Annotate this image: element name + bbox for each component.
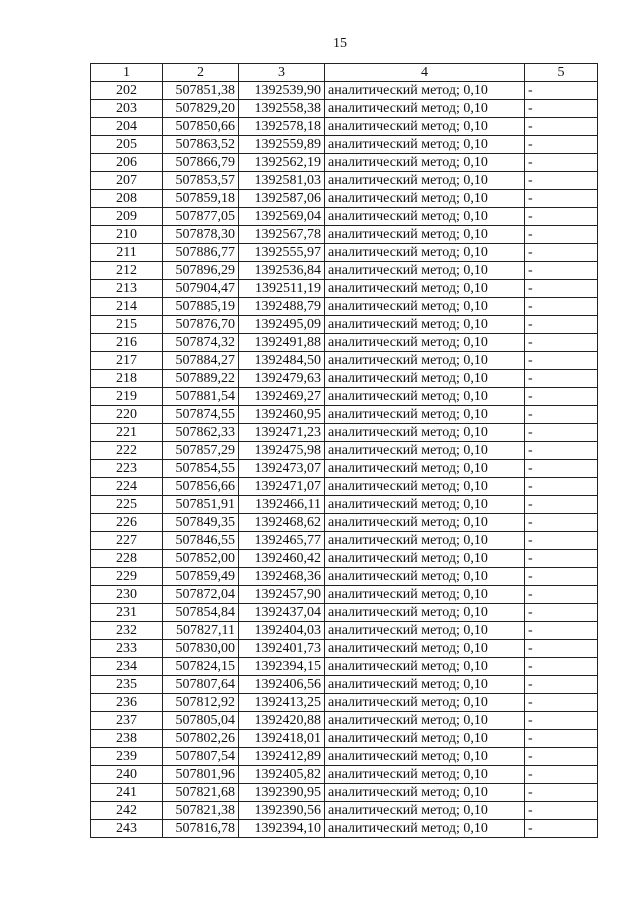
y-coordinate-cell: 1392578,18 xyxy=(239,118,325,136)
method-accuracy-cell: аналитический метод; 0,10 xyxy=(325,316,525,334)
point-number-cell: 223 xyxy=(91,460,163,478)
x-coordinate-cell: 507829,20 xyxy=(163,100,239,118)
method-accuracy-cell: аналитический метод; 0,10 xyxy=(325,496,525,514)
point-number-cell: 218 xyxy=(91,370,163,388)
table-row xyxy=(91,190,598,208)
method-accuracy-cell: аналитический метод; 0,10 xyxy=(325,136,525,154)
note-cell: - xyxy=(525,370,598,388)
method-accuracy-cell: аналитический метод; 0,10 xyxy=(325,694,525,712)
x-coordinate-cell: 507854,84 xyxy=(163,604,239,622)
note-cell: - xyxy=(525,136,598,154)
x-coordinate-cell: 507874,32 xyxy=(163,334,239,352)
point-number-cell: 226 xyxy=(91,514,163,532)
x-coordinate-cell: 507821,38 xyxy=(163,802,239,820)
point-number-cell: 219 xyxy=(91,388,163,406)
header-cell-3: 3 xyxy=(239,64,325,82)
table-row xyxy=(91,298,598,316)
y-coordinate-cell: 1392394,10 xyxy=(239,820,325,838)
table-row xyxy=(91,586,598,604)
note-cell: - xyxy=(525,550,598,568)
table-row xyxy=(91,244,598,262)
y-coordinate-cell: 1392539,90 xyxy=(239,82,325,100)
table-header-row xyxy=(91,64,598,82)
table-row xyxy=(91,370,598,388)
table-row xyxy=(91,532,598,550)
method-accuracy-cell: аналитический метод; 0,10 xyxy=(325,748,525,766)
note-cell: - xyxy=(525,478,598,496)
note-cell: - xyxy=(525,172,598,190)
point-number-cell: 221 xyxy=(91,424,163,442)
method-accuracy-cell: аналитический метод; 0,10 xyxy=(325,406,525,424)
x-coordinate-cell: 507857,29 xyxy=(163,442,239,460)
y-coordinate-cell: 1392581,03 xyxy=(239,172,325,190)
method-accuracy-cell: аналитический метод; 0,10 xyxy=(325,784,525,802)
table-row xyxy=(91,388,598,406)
x-coordinate-cell: 507827,11 xyxy=(163,622,239,640)
point-number-cell: 215 xyxy=(91,316,163,334)
table-row xyxy=(91,568,598,586)
method-accuracy-cell: аналитический метод; 0,10 xyxy=(325,658,525,676)
note-cell: - xyxy=(525,532,598,550)
point-number-cell: 241 xyxy=(91,784,163,802)
x-coordinate-cell: 507872,04 xyxy=(163,586,239,604)
note-cell: - xyxy=(525,298,598,316)
y-coordinate-cell: 1392406,56 xyxy=(239,676,325,694)
table-row xyxy=(91,334,598,352)
x-coordinate-cell: 507802,26 xyxy=(163,730,239,748)
x-coordinate-cell: 507849,35 xyxy=(163,514,239,532)
note-cell: - xyxy=(525,766,598,784)
table-row xyxy=(91,514,598,532)
table-row xyxy=(91,766,598,784)
note-cell: - xyxy=(525,658,598,676)
method-accuracy-cell: аналитический метод; 0,10 xyxy=(325,442,525,460)
header-cell-1: 1 xyxy=(91,64,163,82)
point-number-cell: 227 xyxy=(91,532,163,550)
method-accuracy-cell: аналитический метод; 0,10 xyxy=(325,712,525,730)
y-coordinate-cell: 1392587,06 xyxy=(239,190,325,208)
table-row xyxy=(91,406,598,424)
method-accuracy-cell: аналитический метод; 0,10 xyxy=(325,352,525,370)
x-coordinate-cell: 507877,05 xyxy=(163,208,239,226)
table-row xyxy=(91,262,598,280)
y-coordinate-cell: 1392390,95 xyxy=(239,784,325,802)
y-coordinate-cell: 1392460,95 xyxy=(239,406,325,424)
method-accuracy-cell: аналитический метод; 0,10 xyxy=(325,586,525,604)
method-accuracy-cell: аналитический метод; 0,10 xyxy=(325,82,525,100)
y-coordinate-cell: 1392413,25 xyxy=(239,694,325,712)
y-coordinate-cell: 1392412,89 xyxy=(239,748,325,766)
y-coordinate-cell: 1392469,27 xyxy=(239,388,325,406)
note-cell: - xyxy=(525,442,598,460)
x-coordinate-cell: 507874,55 xyxy=(163,406,239,424)
table-row xyxy=(91,784,598,802)
method-accuracy-cell: аналитический метод; 0,10 xyxy=(325,172,525,190)
note-cell: - xyxy=(525,316,598,334)
method-accuracy-cell: аналитический метод; 0,10 xyxy=(325,334,525,352)
method-accuracy-cell: аналитический метод; 0,10 xyxy=(325,190,525,208)
y-coordinate-cell: 1392466,11 xyxy=(239,496,325,514)
table-row xyxy=(91,550,598,568)
x-coordinate-cell: 507851,38 xyxy=(163,82,239,100)
y-coordinate-cell: 1392511,19 xyxy=(239,280,325,298)
point-number-cell: 206 xyxy=(91,154,163,172)
y-coordinate-cell: 1392562,19 xyxy=(239,154,325,172)
table-row xyxy=(91,748,598,766)
table-row xyxy=(91,802,598,820)
x-coordinate-cell: 507851,91 xyxy=(163,496,239,514)
point-number-cell: 202 xyxy=(91,82,163,100)
point-number-cell: 236 xyxy=(91,694,163,712)
y-coordinate-cell: 1392401,73 xyxy=(239,640,325,658)
method-accuracy-cell: аналитический метод; 0,10 xyxy=(325,766,525,784)
x-coordinate-cell: 507881,54 xyxy=(163,388,239,406)
table-row xyxy=(91,118,598,136)
header-cell-2: 2 xyxy=(163,64,239,82)
y-coordinate-cell: 1392457,90 xyxy=(239,586,325,604)
table-row xyxy=(91,622,598,640)
method-accuracy-cell: аналитический метод; 0,10 xyxy=(325,370,525,388)
table-row xyxy=(91,478,598,496)
x-coordinate-cell: 507816,78 xyxy=(163,820,239,838)
point-number-cell: 209 xyxy=(91,208,163,226)
method-accuracy-cell: аналитический метод; 0,10 xyxy=(325,298,525,316)
table-row xyxy=(91,694,598,712)
x-coordinate-cell: 507866,79 xyxy=(163,154,239,172)
table-row xyxy=(91,316,598,334)
table-row xyxy=(91,172,598,190)
note-cell: - xyxy=(525,802,598,820)
table-row xyxy=(91,604,598,622)
note-cell: - xyxy=(525,424,598,442)
method-accuracy-cell: аналитический метод; 0,10 xyxy=(325,208,525,226)
point-number-cell: 208 xyxy=(91,190,163,208)
x-coordinate-cell: 507852,00 xyxy=(163,550,239,568)
note-cell: - xyxy=(525,712,598,730)
table-row xyxy=(91,676,598,694)
table-row xyxy=(91,100,598,118)
method-accuracy-cell: аналитический метод; 0,10 xyxy=(325,478,525,496)
table-row xyxy=(91,226,598,244)
y-coordinate-cell: 1392437,04 xyxy=(239,604,325,622)
point-number-cell: 233 xyxy=(91,640,163,658)
point-number-cell: 214 xyxy=(91,298,163,316)
note-cell: - xyxy=(525,586,598,604)
note-cell: - xyxy=(525,100,598,118)
method-accuracy-cell: аналитический метод; 0,10 xyxy=(325,460,525,478)
point-number-cell: 239 xyxy=(91,748,163,766)
table-row xyxy=(91,442,598,460)
y-coordinate-cell: 1392479,63 xyxy=(239,370,325,388)
x-coordinate-cell: 507886,77 xyxy=(163,244,239,262)
point-number-cell: 207 xyxy=(91,172,163,190)
method-accuracy-cell: аналитический метод; 0,10 xyxy=(325,802,525,820)
point-number-cell: 222 xyxy=(91,442,163,460)
table-row xyxy=(91,730,598,748)
point-number-cell: 225 xyxy=(91,496,163,514)
point-number-cell: 213 xyxy=(91,280,163,298)
y-coordinate-cell: 1392558,38 xyxy=(239,100,325,118)
x-coordinate-cell: 507807,64 xyxy=(163,676,239,694)
y-coordinate-cell: 1392405,82 xyxy=(239,766,325,784)
note-cell: - xyxy=(525,514,598,532)
method-accuracy-cell: аналитический метод; 0,10 xyxy=(325,388,525,406)
note-cell: - xyxy=(525,622,598,640)
x-coordinate-cell: 507807,54 xyxy=(163,748,239,766)
point-number-cell: 203 xyxy=(91,100,163,118)
note-cell: - xyxy=(525,262,598,280)
point-number-cell: 231 xyxy=(91,604,163,622)
method-accuracy-cell: аналитический метод; 0,10 xyxy=(325,118,525,136)
y-coordinate-cell: 1392471,23 xyxy=(239,424,325,442)
point-number-cell: 217 xyxy=(91,352,163,370)
method-accuracy-cell: аналитический метод; 0,10 xyxy=(325,604,525,622)
x-coordinate-cell: 507812,92 xyxy=(163,694,239,712)
method-accuracy-cell: аналитический метод; 0,10 xyxy=(325,676,525,694)
y-coordinate-cell: 1392491,88 xyxy=(239,334,325,352)
note-cell: - xyxy=(525,82,598,100)
x-coordinate-cell: 507854,55 xyxy=(163,460,239,478)
table-row xyxy=(91,658,598,676)
x-coordinate-cell: 507853,57 xyxy=(163,172,239,190)
note-cell: - xyxy=(525,676,598,694)
x-coordinate-cell: 507859,49 xyxy=(163,568,239,586)
table-row xyxy=(91,460,598,478)
table-row xyxy=(91,82,598,100)
note-cell: - xyxy=(525,568,598,586)
method-accuracy-cell: аналитический метод; 0,10 xyxy=(325,280,525,298)
method-accuracy-cell: аналитический метод; 0,10 xyxy=(325,730,525,748)
table-row xyxy=(91,712,598,730)
point-number-cell: 211 xyxy=(91,244,163,262)
note-cell: - xyxy=(525,460,598,478)
x-coordinate-cell: 507896,29 xyxy=(163,262,239,280)
y-coordinate-cell: 1392567,78 xyxy=(239,226,325,244)
note-cell: - xyxy=(525,730,598,748)
method-accuracy-cell: аналитический метод; 0,10 xyxy=(325,100,525,118)
x-coordinate-cell: 507904,47 xyxy=(163,280,239,298)
x-coordinate-cell: 507824,15 xyxy=(163,658,239,676)
page-number: 15 xyxy=(333,36,347,51)
y-coordinate-cell: 1392394,15 xyxy=(239,658,325,676)
x-coordinate-cell: 507821,68 xyxy=(163,784,239,802)
point-number-cell: 237 xyxy=(91,712,163,730)
note-cell: - xyxy=(525,388,598,406)
x-coordinate-cell: 507850,66 xyxy=(163,118,239,136)
x-coordinate-cell: 507859,18 xyxy=(163,190,239,208)
note-cell: - xyxy=(525,496,598,514)
point-number-cell: 204 xyxy=(91,118,163,136)
table-row xyxy=(91,136,598,154)
x-coordinate-cell: 507846,55 xyxy=(163,532,239,550)
y-coordinate-cell: 1392468,62 xyxy=(239,514,325,532)
y-coordinate-cell: 1392559,89 xyxy=(239,136,325,154)
note-cell: - xyxy=(525,604,598,622)
point-number-cell: 205 xyxy=(91,136,163,154)
note-cell: - xyxy=(525,334,598,352)
point-number-cell: 238 xyxy=(91,730,163,748)
point-number-cell: 230 xyxy=(91,586,163,604)
note-cell: - xyxy=(525,406,598,424)
method-accuracy-cell: аналитический метод; 0,10 xyxy=(325,622,525,640)
method-accuracy-cell: аналитический метод; 0,10 xyxy=(325,820,525,838)
x-coordinate-cell: 507830,00 xyxy=(163,640,239,658)
header-cell-4: 4 xyxy=(325,64,525,82)
point-number-cell: 232 xyxy=(91,622,163,640)
note-cell: - xyxy=(525,640,598,658)
method-accuracy-cell: аналитический метод; 0,10 xyxy=(325,424,525,442)
note-cell: - xyxy=(525,694,598,712)
point-number-cell: 224 xyxy=(91,478,163,496)
point-number-cell: 216 xyxy=(91,334,163,352)
y-coordinate-cell: 1392555,97 xyxy=(239,244,325,262)
y-coordinate-cell: 1392495,09 xyxy=(239,316,325,334)
point-number-cell: 242 xyxy=(91,802,163,820)
point-number-cell: 243 xyxy=(91,820,163,838)
note-cell: - xyxy=(525,190,598,208)
x-coordinate-cell: 507805,04 xyxy=(163,712,239,730)
x-coordinate-cell: 507801,96 xyxy=(163,766,239,784)
table-body xyxy=(91,64,598,838)
table-row xyxy=(91,208,598,226)
y-coordinate-cell: 1392404,03 xyxy=(239,622,325,640)
x-coordinate-cell: 507889,22 xyxy=(163,370,239,388)
y-coordinate-cell: 1392471,07 xyxy=(239,478,325,496)
note-cell: - xyxy=(525,352,598,370)
table-row xyxy=(91,154,598,172)
point-number-cell: 210 xyxy=(91,226,163,244)
point-number-cell: 234 xyxy=(91,658,163,676)
x-coordinate-cell: 507884,27 xyxy=(163,352,239,370)
note-cell: - xyxy=(525,820,598,838)
x-coordinate-cell: 507885,19 xyxy=(163,298,239,316)
coordinates-table xyxy=(90,63,598,838)
note-cell: - xyxy=(525,226,598,244)
method-accuracy-cell: аналитический метод; 0,10 xyxy=(325,640,525,658)
table-row xyxy=(91,820,598,838)
note-cell: - xyxy=(525,244,598,262)
method-accuracy-cell: аналитический метод; 0,10 xyxy=(325,532,525,550)
note-cell: - xyxy=(525,784,598,802)
x-coordinate-cell: 507863,52 xyxy=(163,136,239,154)
y-coordinate-cell: 1392536,84 xyxy=(239,262,325,280)
y-coordinate-cell: 1392484,50 xyxy=(239,352,325,370)
point-number-cell: 240 xyxy=(91,766,163,784)
y-coordinate-cell: 1392468,36 xyxy=(239,568,325,586)
x-coordinate-cell: 507862,33 xyxy=(163,424,239,442)
point-number-cell: 229 xyxy=(91,568,163,586)
point-number-cell: 220 xyxy=(91,406,163,424)
table-row xyxy=(91,496,598,514)
method-accuracy-cell: аналитический метод; 0,10 xyxy=(325,514,525,532)
method-accuracy-cell: аналитический метод; 0,10 xyxy=(325,154,525,172)
note-cell: - xyxy=(525,208,598,226)
method-accuracy-cell: аналитический метод; 0,10 xyxy=(325,226,525,244)
y-coordinate-cell: 1392420,88 xyxy=(239,712,325,730)
y-coordinate-cell: 1392488,79 xyxy=(239,298,325,316)
point-number-cell: 228 xyxy=(91,550,163,568)
note-cell: - xyxy=(525,154,598,172)
x-coordinate-cell: 507856,66 xyxy=(163,478,239,496)
y-coordinate-cell: 1392390,56 xyxy=(239,802,325,820)
y-coordinate-cell: 1392465,77 xyxy=(239,532,325,550)
x-coordinate-cell: 507876,70 xyxy=(163,316,239,334)
y-coordinate-cell: 1392569,04 xyxy=(239,208,325,226)
y-coordinate-cell: 1392460,42 xyxy=(239,550,325,568)
table-row xyxy=(91,640,598,658)
note-cell: - xyxy=(525,280,598,298)
method-accuracy-cell: аналитический метод; 0,10 xyxy=(325,244,525,262)
y-coordinate-cell: 1392473,07 xyxy=(239,460,325,478)
table-row xyxy=(91,424,598,442)
note-cell: - xyxy=(525,118,598,136)
method-accuracy-cell: аналитический метод; 0,10 xyxy=(325,550,525,568)
x-coordinate-cell: 507878,30 xyxy=(163,226,239,244)
header-cell-5: 5 xyxy=(525,64,598,82)
table-row xyxy=(91,352,598,370)
point-number-cell: 235 xyxy=(91,676,163,694)
point-number-cell: 212 xyxy=(91,262,163,280)
table-row xyxy=(91,280,598,298)
y-coordinate-cell: 1392418,01 xyxy=(239,730,325,748)
note-cell: - xyxy=(525,748,598,766)
y-coordinate-cell: 1392475,98 xyxy=(239,442,325,460)
method-accuracy-cell: аналитический метод; 0,10 xyxy=(325,262,525,280)
method-accuracy-cell: аналитический метод; 0,10 xyxy=(325,568,525,586)
